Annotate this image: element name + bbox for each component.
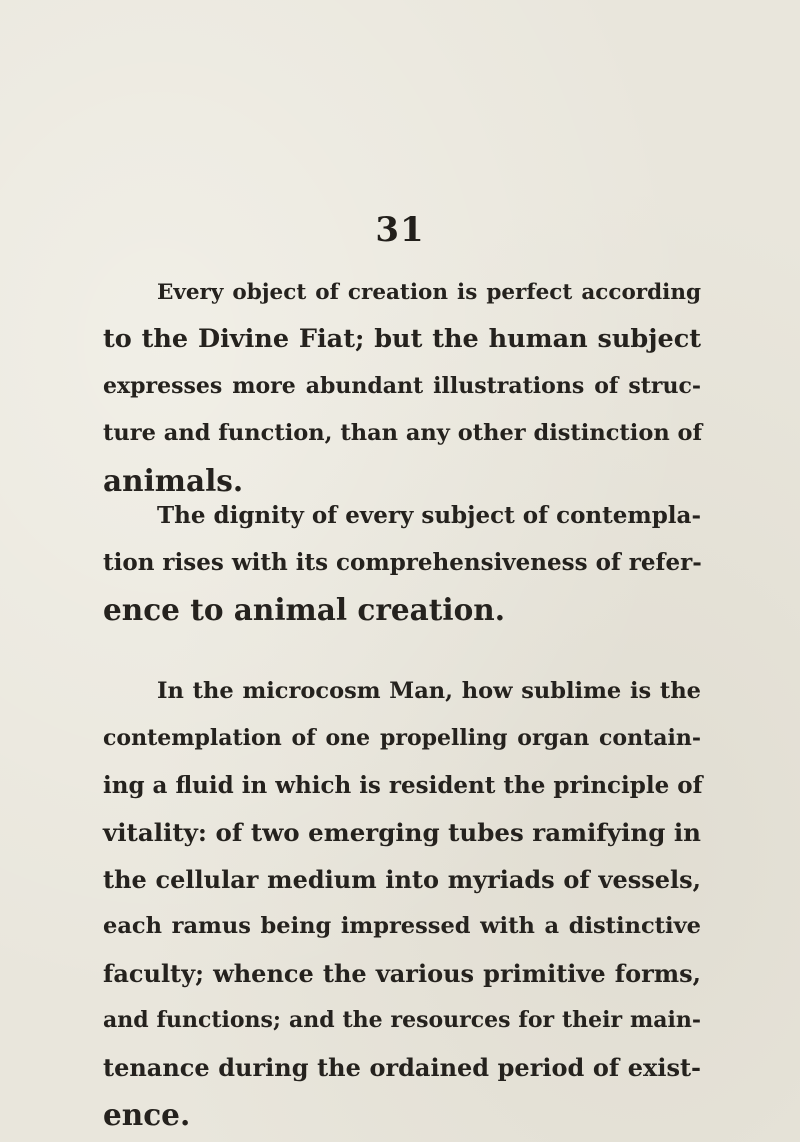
text-line: In the microcosm Man, how sublime is the	[157, 678, 701, 704]
text-line: animals.	[103, 463, 244, 498]
text-line: tenance during the ordained period of exist-	[103, 1053, 701, 1082]
page-number: 31	[375, 210, 425, 250]
text-line: to the Divine Fiat; but the human subject	[103, 324, 701, 354]
text-line: ence.	[103, 1097, 191, 1132]
text-line: ture and function, than any other distinction of	[103, 420, 703, 446]
text-line: contemplation of one propelling organ contain-	[103, 725, 701, 751]
text-line: vitality: of two emerging tubes ramifying in	[103, 818, 701, 847]
text-line: expresses more abundant illustrations of struc-	[103, 373, 701, 399]
text-line: ing a fluid in which is resident the principle of	[103, 772, 703, 799]
text-line: Every object of creation is perfect according	[157, 280, 701, 305]
paragraph-1	[103, 269, 701, 504]
text-line: tion rises with its comprehensiveness of refer-	[103, 549, 702, 576]
text-line: faculty; whence the various primitive forms,	[103, 959, 701, 988]
text-line: the cellular medium into myriads of vessels,	[103, 865, 701, 894]
paragraph-2	[103, 492, 701, 633]
text-line: The dignity of every subject of contempla-	[157, 502, 701, 529]
paragraph-3	[103, 668, 701, 1138]
text-line: ence to animal creation.	[103, 592, 505, 627]
text-line: each ramus being impressed with a distinctive	[103, 913, 701, 939]
text-line: and functions; and the resources for their main-	[103, 1007, 701, 1033]
